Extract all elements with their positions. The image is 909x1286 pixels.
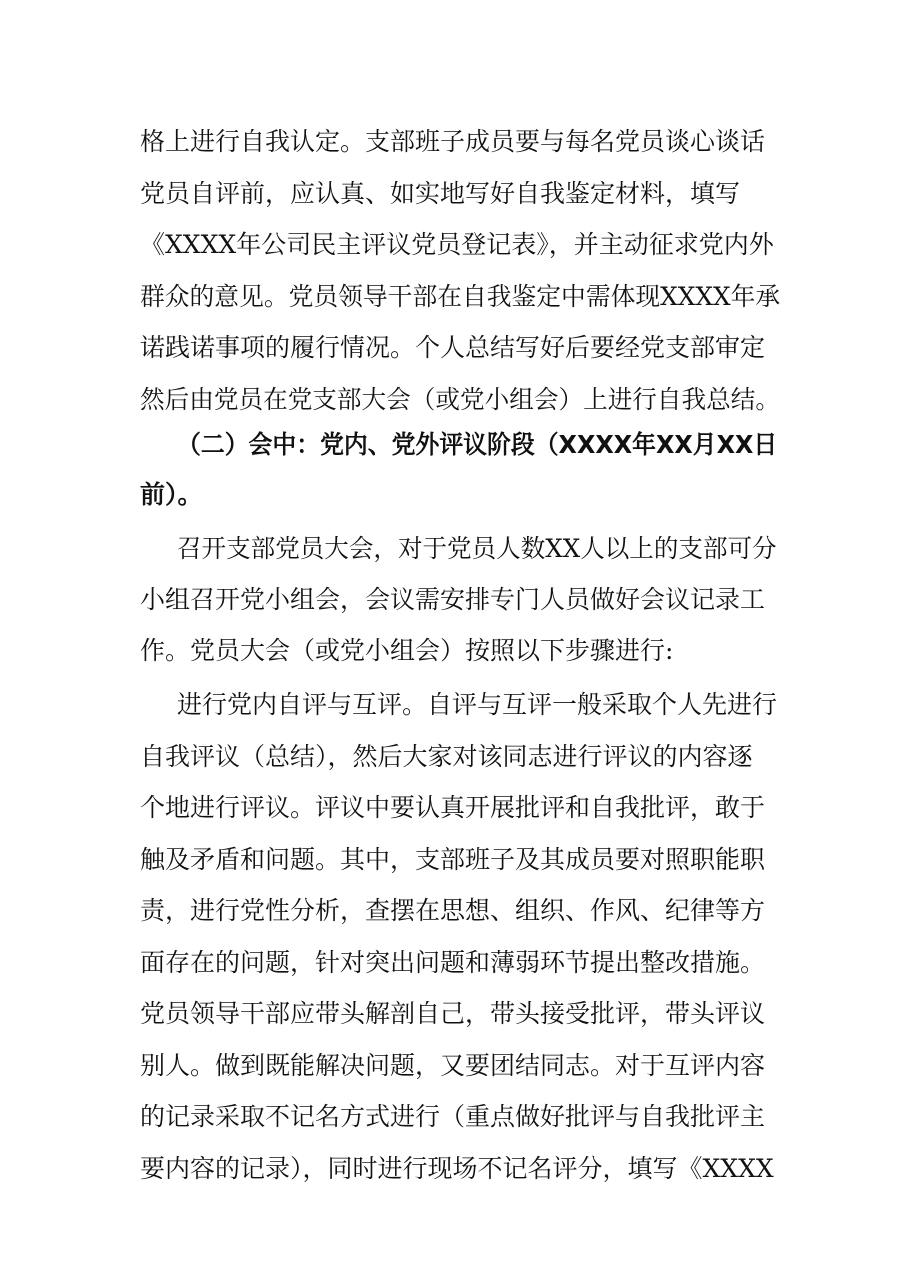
text-line: 《XXXX年公司民主评议党员登记表》，并主动征求党内外 (140, 230, 774, 259)
text-line: 别人。做到既能解决问题，又要团结同志。对于互评内容 (140, 1051, 766, 1080)
text-line: 责，进行党性分析，查摆在思想、组织、作风、纪律等方 (140, 896, 766, 925)
text-line: 小组召开党小组会，会议需安排专门人员做好会议记录工 (140, 585, 766, 614)
text-line: 自我评议（总结），然后大家对该同志进行评议的内容逐 (140, 742, 753, 771)
text-line: 触及矛盾和问题。其中，支部班子及其成员要对照职能职 (140, 845, 766, 874)
text-line: 作。党员大会（或党小组会）按照以下步骤进行: (140, 636, 674, 665)
heading-line: 前）。 (140, 480, 203, 509)
text-line: 格上进行自我认定。支部班子成员要与每名党员谈心谈话 (140, 127, 766, 156)
text-line: 的记录采取不记名方式进行（重点做好批评与自我批评主 (140, 1102, 766, 1131)
text-line: 个地进行评议。评议中要认真开展批评和自我批评，敢于 (140, 793, 766, 822)
text-line: 面存在的问题，针对突出问题和薄弱环节提出整改措施。 (140, 948, 766, 977)
text-line: 要内容的记录），同时进行现场不记名评分，填写《XXXX (140, 1154, 774, 1183)
text-line: 召开支部党员大会，对于党员人数XX人以上的支部可分 (177, 534, 777, 563)
text-line: 进行党内自评与互评。自评与互评一般采取个人先进行 (177, 690, 778, 719)
text-line: 诺践诺事项的履行情况。个人总结写好后要经党支部审定 (140, 333, 766, 362)
text-line: 然后由党员在党支部大会（或党小组会）上进行自我总结。 (140, 385, 781, 414)
text-line: 党员领导干部应带头解剖自己，带头接受批评，带头评议 (140, 999, 766, 1028)
text-line: 群众的意见。党员领导干部在自我鉴定中需体现XXXX年承 (140, 282, 781, 311)
heading-line: （二）会中：党内、党外评议阶段（XXXX年XX月XX日 (177, 430, 778, 459)
text-line: 党员自评前，应认真、如实地写好自我鉴定材料，填写 (140, 179, 741, 208)
